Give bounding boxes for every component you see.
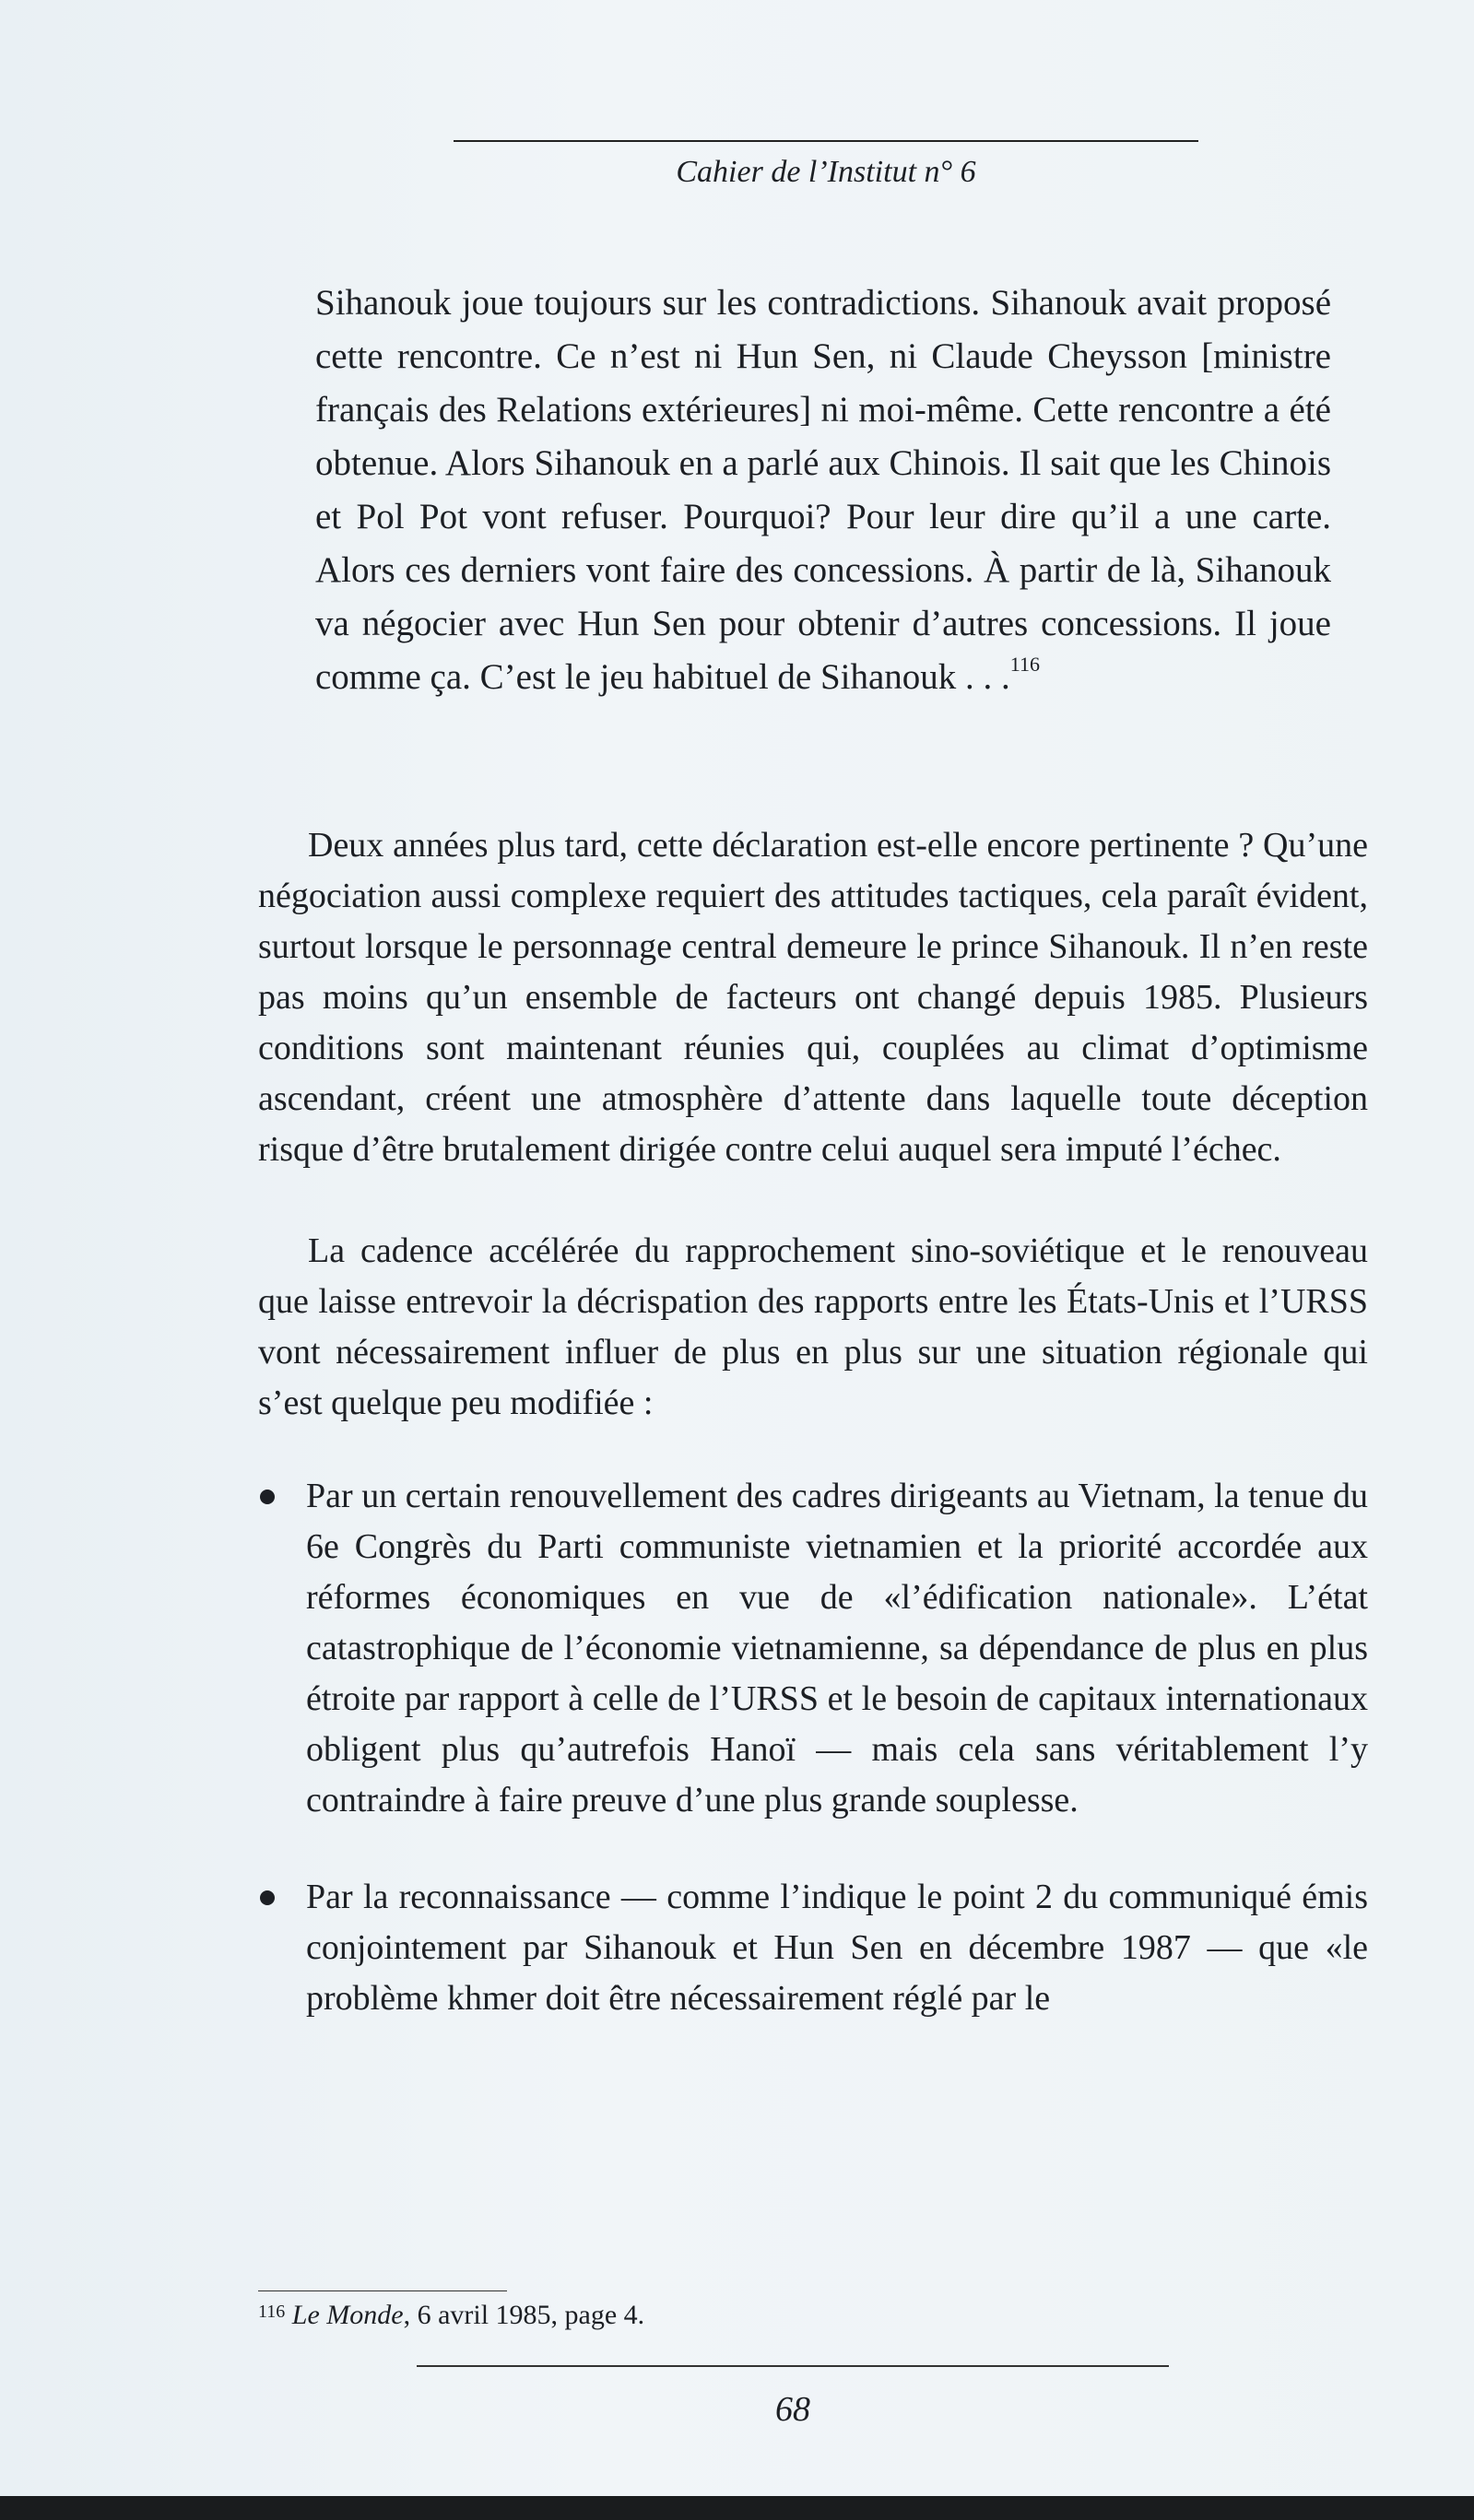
page-bottom-edge — [0, 2496, 1474, 2520]
footnote-reference: 116 — [1009, 653, 1040, 676]
bullet-icon — [260, 1490, 275, 1504]
quote-text: Sihanouk joue toujours sur les contradictions. Sihanouk avait proposé cette rencontre. Ce n’est ni Hun Sen, ni Claude Cheysson [ministre français des Relations extérieures] ni moi-même. Cette rencontre a été obtenue. Alors Sihanouk en a parlé aux Chinois. Il sait que les Chinois et Pol Pot vont refuser. Pourquoi? Pour leur dire qu’il a une carte. Alors ces derniers vont faire des concessions. À partir de là, Sihanouk va négocier avec Hun Sen pour obtenir d’autres concessions. Il joue comme ça. C’est le jeu habituel de Sihanouk . . . — [315, 283, 1331, 697]
page-number: 68 — [775, 2390, 810, 2429]
footnote-number: 116 — [258, 2302, 286, 2322]
footer-rule — [417, 2365, 1169, 2367]
footnote-source: Le Monde — [291, 2300, 404, 2330]
footnote-text: , 6 avril 1985, page 4. — [403, 2300, 645, 2330]
bullet-icon — [260, 1890, 275, 1905]
footnote — [258, 2300, 644, 2331]
bullet-list — [258, 1471, 1368, 2024]
footnote-rule — [258, 2290, 507, 2291]
bullet-item — [258, 1471, 1368, 1826]
paragraph — [258, 1226, 1368, 1429]
bullet-text: Par la reconnaissance — comme l’indique le point 2 du communiqué émis conjointement par Sihanouk et Hun Sen en décembre 1987 — que «le problème khmer doit être nécessairement réglé par le — [306, 1878, 1368, 2018]
block-quote — [315, 277, 1331, 704]
quote-paragraph — [315, 277, 1331, 704]
paragraph-text: La cadence accélérée du rapprochement sino-soviétique et le renouveau que laisse entrevoir la décrispation des rapports entre les États-Unis et l’URSS vont nécessairement influer de plus en plus sur une situation régionale qui s’est quelque peu modifiée : — [258, 1231, 1368, 1422]
paragraph — [258, 820, 1368, 1175]
header-rule — [454, 140, 1198, 142]
bullet-item — [258, 1872, 1368, 2024]
paragraph-text: Deux années plus tard, cette déclaration est-elle encore pertinente ? Qu’une négociation aussi complexe requiert des attitudes tactiques, cela paraît évident, surtout lorsque le personnage central demeure le prince Sihanouk. Il n’en reste pas moins qu’un ensemble de facteurs ont changé depuis 1985. Plusieurs conditions sont maintenant réunies qui, couplées au climat d’optimisme ascendant, créent une atmosphère d’attente dans laquelle toute déception risque d’être brutalement dirigée contre celui auquel sera imputé l’échec. — [258, 826, 1368, 1169]
bullet-text: Par un certain renouvellement des cadres dirigeants au Vietnam, la tenue du 6e Congrès du Parti communiste vietnamien et la priorité accordée aux réformes économiques en vue de «l’édification nationale». L’état catastrophique de l’économie vietnamienne, sa dépendance de plus en plus étroite par rapport à celle de l’URSS et le besoin de capitaux internationaux obligent plus qu’autrefois Hanoï — mais cela sans véritablement l’y contraindre à faire preuve d’une plus grande souplesse. — [306, 1477, 1368, 1819]
body-text — [258, 820, 1368, 2070]
running-head: Cahier de l’Institut n° 6 — [676, 155, 976, 189]
